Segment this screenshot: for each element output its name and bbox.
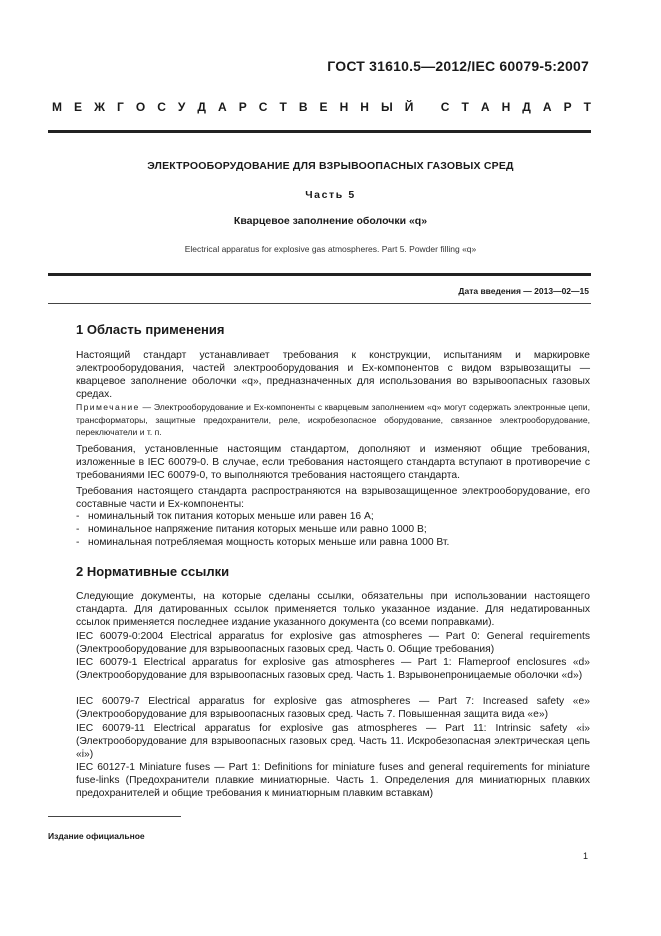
interstate-letter: Г (116, 100, 124, 114)
interstate-letter: Д (197, 100, 206, 114)
section-1-list (76, 510, 590, 549)
standard-code: ГОСТ 31610.5—2012/IEC 60079-5:2007 (327, 58, 589, 74)
interstate-letter: С (258, 100, 268, 114)
introduction-date: Дата введения — 2013—02—15 (458, 286, 589, 296)
interstate-letter: А (217, 100, 227, 114)
title-rule (48, 273, 591, 276)
document-subtitle: Кварцевое заполнение оболочки «q» (233, 215, 428, 227)
interstate-letter: Н (360, 100, 369, 114)
note-label: Примечание (76, 402, 140, 412)
footer-rule (48, 816, 181, 817)
interstate-letter: Е (319, 100, 328, 114)
edition-label: Издание официальное (48, 831, 145, 841)
section-2-paragraph-1: Следующие документы, на которые сделаны ссылки, обязательны при использовании настоящего стандарта. Для датированных ссылок применяется только указанное издание. Для недатированных ссылок применяется последнее издание указанного документа (со всеми поправками). (76, 591, 590, 628)
list-item: - номинальное напряжение питания которых меньше или равно 1000 В; (76, 523, 590, 536)
list-item: - номинальный ток питания которых меньше или равен 16 А; (76, 510, 590, 523)
interstate-letter: Н (501, 100, 511, 114)
section-1-paragraph-2: Требования, установленные настоящим стандартом, дополняют и изменяют общие требования, изложенные в IEC 60079-0. В случае, если требования настоящего стандарта вступают в противоречие с требованиями IEC 60079-0, то выполняются требования настоящего стандарта. (76, 444, 590, 481)
note-text: — Электрооборудование и Ех-компоненты с кварцевым заполнением «q» могут содержать электронные цепи, трансформаторы, защитные предохранители, реле, искробезопасное оборудование, связанное электрооборудование, переключатели и т. п. (76, 402, 590, 437)
section-2-heading: 2 Нормативные ссылки (76, 564, 230, 579)
date-rule (48, 303, 591, 304)
interstate-letter: Т (583, 100, 591, 114)
reference-item: IEC 60127-1 Miniature fuses — Part 1: Definitions for miniature fuses and general requirements for miniature fuse-links (Предохранители плавкие миниатюрные. Часть 1. Определения для миниатюрных плавких предохранителей и общие требования к миниатюрным плавким вставкам) (76, 762, 590, 799)
document-part: Часть 5 (305, 189, 356, 201)
interstate-letter: У (177, 100, 186, 114)
section-1-paragraph-3: Требования настоящего стандарта распространяются на взрывозащищенное электрооборудование, его составные части и Ех-компоненты: (76, 486, 590, 510)
section-1-heading: 1 Область применения (76, 322, 225, 337)
section-1-paragraph-1: Настоящий стандарт устанавливает требования к конструкции, испытаниям и маркировке электрооборудования, частей электрооборудования и Ех-компонентов с видом взрывозащиты — кварцевое заполнение оболочки «q», предназначенных для использования во взрывоопасных газовых средах. (76, 350, 590, 400)
interstate-letter: Й (404, 100, 414, 114)
interstate-letter: М (52, 100, 62, 114)
interstate-letter: С (157, 100, 166, 114)
document-title: ЭЛЕКТРООБОРУДОВАНИЕ ДЛЯ ВЗРЫВООПАСНЫХ ГАЗОВЫХ СРЕД (147, 160, 514, 172)
interstate-letter: Ы (380, 100, 393, 114)
interstate-letter: С (440, 100, 450, 114)
reference-item: IEC 60079-0:2004 Electrical apparatus for explosive gas atmospheres — Part 0: General requirements (Электрооборудование для взрывоопасных газовых сред. Часть 0. Общие требования) (76, 631, 590, 655)
header-rule (48, 130, 591, 133)
interstate-letter: Н (339, 100, 349, 114)
interstate-letter: А (480, 100, 490, 114)
interstate-letter: Р (563, 100, 572, 114)
interstate-letter (425, 100, 428, 114)
reference-item: IEC 60079-1 Electrical apparatus for explosive gas atmospheres — Part 1: Flameproof enclosures «d» (Электрооборудование для взрывоопасных газовых сред. Часть 1. Взрывонепроницаемые оболочки «d») (76, 657, 590, 681)
interstate-letter: Т (279, 100, 287, 114)
interstate-letter: А (542, 100, 552, 114)
list-item: - номинальная потребляемая мощность которых меньше или равна 1000 Вт. (76, 536, 590, 549)
section-1-note (76, 401, 590, 439)
interstate-letter: Ж (94, 100, 105, 114)
reference-item: IEC 60079-7 Electrical apparatus for explosive gas atmospheres — Part 7: Increased safety «e» (Электрооборудование для взрывоопасных газовых сред. Часть 7. Повышенная защита вида «e») (76, 696, 590, 720)
interstate-letter: О (135, 100, 146, 114)
interstate-letter: Д (522, 100, 531, 114)
interstate-letter: Т (461, 100, 469, 114)
interstate-letter: Р (238, 100, 247, 114)
interstate-standard-label (52, 100, 591, 114)
page-number: 1 (582, 851, 588, 861)
reference-item: IEC 60079-11 Electrical apparatus for explosive gas atmospheres — Part 11: Intrinsic safety «i» (Электрооборудование для взрывоопасных газовых сред. Часть 11. Искробезопасная электрическая цепь «i») (76, 723, 590, 760)
interstate-letter: Е (74, 100, 83, 114)
document-english-title: Electrical apparatus for explosive gas atmospheres. Part 5. Powder filling «q» (184, 244, 477, 254)
interstate-letter: В (298, 100, 308, 114)
